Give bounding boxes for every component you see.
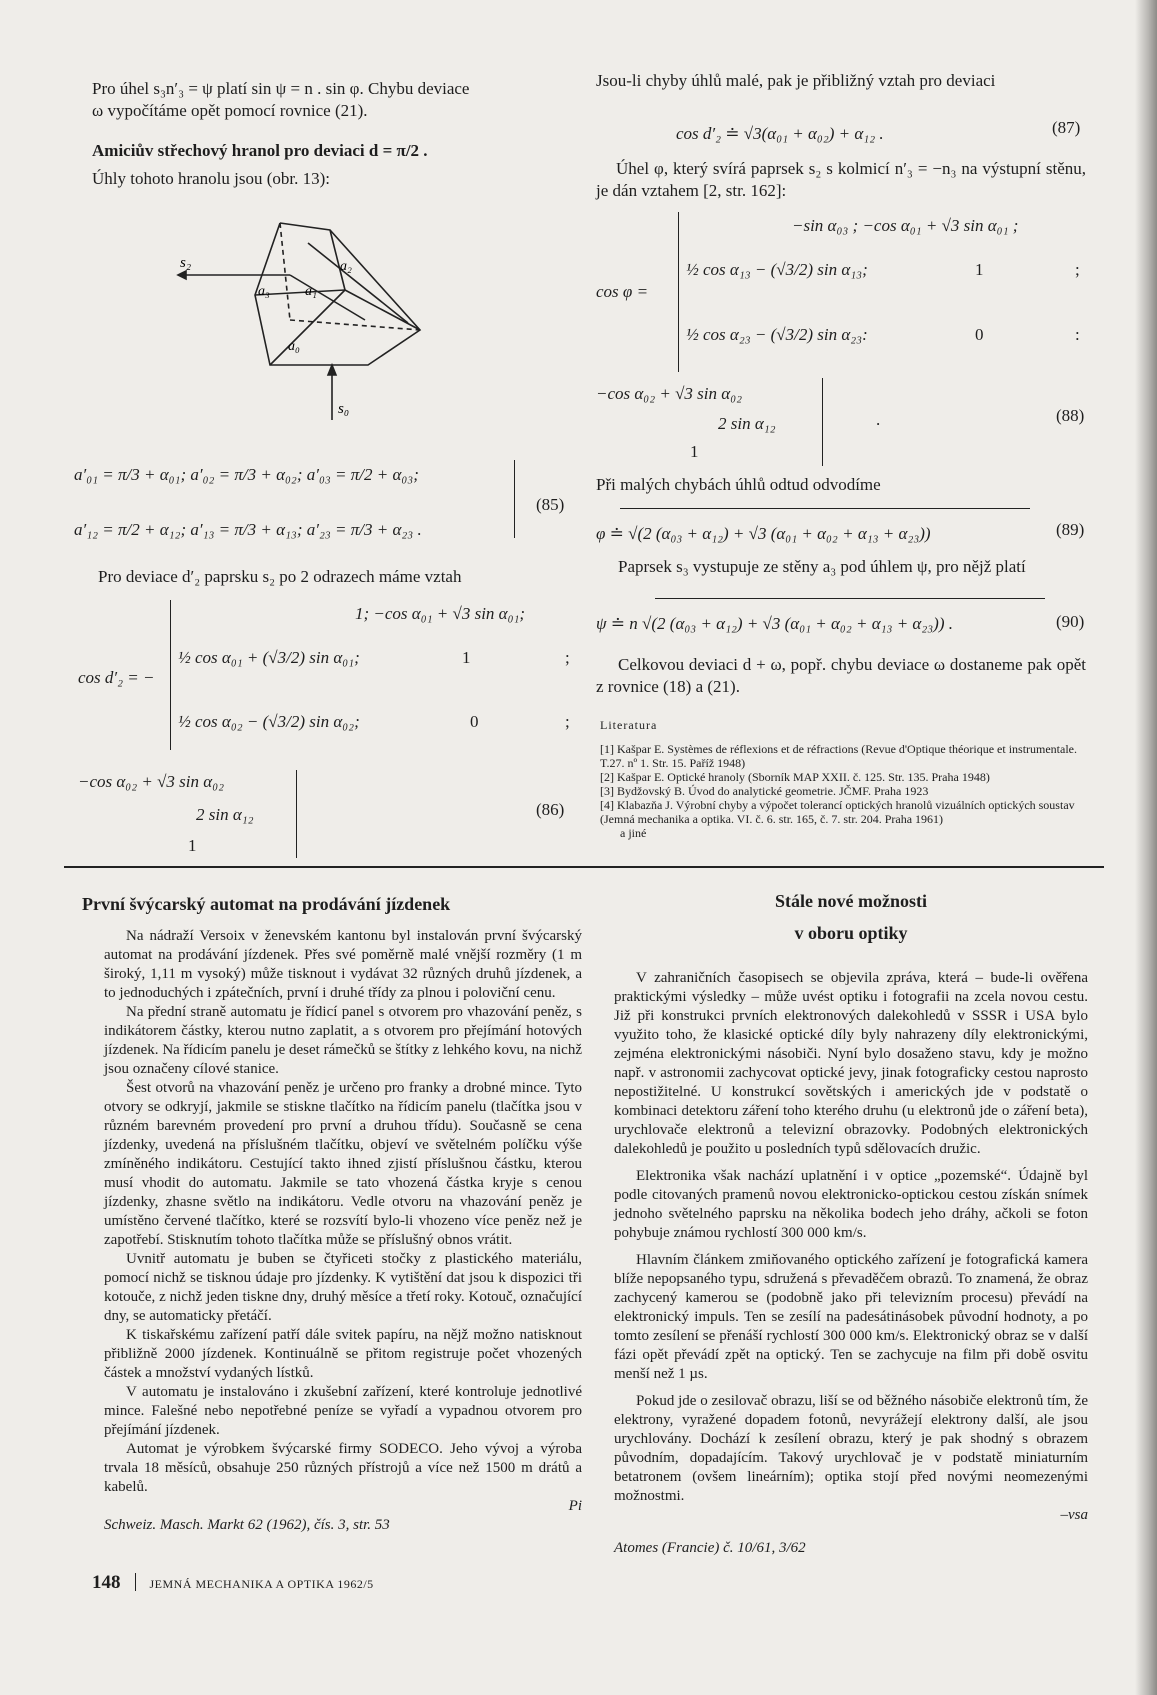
eq86-row6: 1 [188,836,197,855]
reference-etc: a jiné [620,826,647,840]
eq88-dot: . [876,410,881,429]
intro-line-2: ω vypočítáme opět pomocí rovnice (21). [92,101,368,120]
label-a1: a₁ [305,284,317,299]
article1-title: První švýcarský automat na prodávání jízdenek [82,894,451,914]
page-number: 148 [92,1572,121,1593]
right-intro: Jsou-li chyby úhlů malé, pak je přibližný vztah pro deviaci [596,71,996,90]
eq88-row6: 1 [690,442,699,461]
label-a0: a₀ [288,339,300,354]
article1-paragraph: Uvnitř automatu je buben se čtyřiceti stočky z plastického materiálu, pomocí nichž se tisknou údaje pro jízdenky. K vytištění dat jsou k dispozici tři kotouče, z nichž jeden tiskne dny, druhý měsíce a třetí roky. Kotouč, označující dny, se automaticky přetáčí. [104,1251,582,1324]
ray-arrow-icon [178,271,186,279]
eq86-row3b: 0 [470,712,479,731]
left-intro [92,78,570,190]
eq88-row3b: 0 [975,325,984,344]
journal-name: JEMNÁ MECHANIKA A OPTIKA 1962/5 [149,1577,374,1591]
label-s0: s₀ [338,401,350,417]
article1-paragraph: K tiskařskému zařízení patří dále svitek papíru, na nějž možno natisknout přibližně 2000 jízdenek. Kontinuálně se přitom registruje počet vhozených částek a množství vydaných lístků. [104,1327,582,1381]
article-optics [614,885,1088,1558]
eq88-row2c: ; [1075,260,1080,279]
article2-title-line2: v oboru optiky [794,923,908,943]
label-a3: a₃ [258,284,270,299]
article1-paragraph: Na nádraží Versoix v ženevském kantonu byl instalován první švýcarský automat na prodávání jízdenek. Přes své poměrně malé vnější rozměry (1 m široký, 1,11 m vysoký) může tisknout i vydávat 32 různých druhů jízdenek, a to jednoduchých i zpátečních, první i druhé třídy za plnou i poloviční cenu. [104,928,582,1001]
eq86-row2c: ; [565,648,570,667]
eq86-row1: 1; −cos α₀₁ + √3 sin α₀₁; [355,604,526,623]
eq88-row5: 2 sin α₁₂ [718,414,776,433]
reference-2: [2] Kašpar E. Optické hranoly (Sborník MAP XXII. č. 125. Str. 135. Praha 1948) [600,770,990,784]
article2-paragraph: V zahraničních časopisech se objevila zpráva, která – bude-li ověřena praktickými výsledky – může uvést optiku i fotografii na zcela novou cestu. Již při konstrukci prvních elektronových dalekohledů v SSSR i USA bylo využito toho, že klasické optické díly byly nahrazeny díly elektronickými, zejména elektronickými násobiči. Nyní bylo dosaženo stavu, kdy je možno např. v astronomii zachycovat optické jevy, jinak fotograficky cestou naprosto nepostižitelné. U konstrukcí sovětských i amerických jde v podstatě o kombinaci detektoru záření toho kterého druhu (u elektronů jde o záření beta), urychlovače elektronů a televizní obrazovky. Podobných elektronických dalekohledů je použito u posledních typů sdělovacích družic. [614,970,1088,1157]
eq85-row1: a′₀₁ = π/3 + α₀₁; a′₀₂ = π/3 + α₀₂; a′₀₃ = π/2 + α₀₃; [74,465,419,484]
eq86-row4: −cos α₀₂ + √3 sin α₀₂ [78,772,225,791]
eq90-number: (90) [1056,612,1085,631]
eq88-row3c: : [1075,325,1080,344]
eq87-number: (87) [1052,118,1081,137]
article-ticket-machine [82,893,582,1535]
reference-3: [3] Bydžovský B. Úvod do analytické geometrie. JČMF. Praha 1923 [600,784,929,798]
article1-paragraph: Šest otvorů na vhazování peněz je určeno pro franky a drobné mince. Tyto otvory se odkryjí, jakmile se stiskne tlačítko na řídicím panelu (tlačítka jsou v různém barevném provedení pro první a druhou třídu). Současně se cena jízdenky, uvedená na příslušném tlačítku, objeví ve světelném políčku výše zmíněného indikátoru. Cestující takto ihned zjistí příslušnou částku, kterou musí vhodit do automatu. Jakmile se tato vhozená částka kryje s cenou jízdenky, zhasne světlo na indikátoru. Vedle otvoru na vhazování peněz je umístěno červené tlačítko, které se rozsvítí bylo-li vhozeno více peněz než je zapotřebí. Stisknutím tohoto tlačítka může se příslušný obnos vrátit. [104,1080,582,1248]
eq89-number: (89) [1056,520,1085,539]
prism-figure [170,215,470,435]
section-divider [64,866,1104,868]
eq85-bracket [514,460,515,538]
eq89: φ ≐ √(2 (α₀₃ + α₁₂) + √3 (α₀₁ + α₀₂ + α₁₃ + α₂₃)) [596,524,931,543]
deviation-text: Pro deviace d′₂ paprsku s₂ po 2 odrazech máme vztah [98,567,462,586]
eq88-row2a: ½ cos α₁₃ − (√3/2) sin α₁₃; [686,260,868,279]
eq88-lhs: cos φ = [596,282,649,301]
reference-4: [4] Klabazňa J. Výrobní chyby a výpočet tolerancí optických hranolů vizuálních optických soustav (Jemná mechanika a optika. VI. č. 6. str. 165, č. 7. str. 204. Praha 1961) [600,798,1075,826]
eq86-row5: 2 sin α₁₂ [196,805,254,824]
label-s2: s₂ [180,255,192,271]
article1-source: Schweiz. Masch. Markt 62 (1962), čís. 3, str. 53 [104,1517,390,1533]
eq88-det-bar-right [822,378,823,466]
reference-1: [1] Kašpar E. Systèmes de réflexions et de réfractions (Revue d'Optique théorique et instrumentale. T.27. nº 1. Str. 15. Paříž 1948) [600,742,1078,770]
eq88-number: (88) [1056,406,1085,425]
eq88-row4: −cos α₀₂ + √3 sin α₀₂ [596,384,743,403]
article1-paragraph: Na přední straně automatu je řídicí panel s otvorem pro vhazování peněz, s indikátorem částky, kterou nutno zaplatit, a s otvorem pro přejímání hotových jízdenek. Na řídicím panelu je deset rámečků se štítky z lehkého kovu, na nichž jsou označeny cílové stanice. [104,1004,582,1077]
eq86-det-bar-right [296,770,297,858]
article1-paragraph: V automatu je instalováno i zkušební zařízení, které kontroluje jednotlivé mince. Falešné nebo nepotřebné peníze se vyřadí a vypadnou otvorem pro přejímání jízdenek. [104,1384,582,1438]
angles-intro: Úhly tohoto hranolu jsou (obr. 13): [92,169,330,188]
literature-title: Literatura [600,718,658,732]
article2-source: Atomes (Francie) č. 10/61, 3/62 [614,1540,806,1556]
total-deviation-text: Celkovou deviaci d + ω, popř. chybu deviace ω dostaneme pak opět z rovnice (18) a (21). [596,655,1086,696]
article2-signature: –vsa [1060,1507,1088,1523]
eq89-radical-bar [620,508,1030,509]
footer-separator [135,1573,136,1591]
article2-paragraph: Pokud jde o zesilovač obrazu, liší se od běžného násobiče elektronů tím, že elektrony, vyražené dopadem fotonů, nevyrážejí elektrony další, ale jsou urychlovány. Dochází k zesílení obrazu, který je pak shodný s obrazem původním, dopadajícím. Takový urychlovač je v podstatě miniaturním betatronem (ovšem lineárním); optika stojí před novými neomezenými možnostmi. [614,1393,1088,1504]
eq88-row3a: ½ cos α₂₃ − (√3/2) sin α₂₃: [686,325,868,344]
article1-signature: Pi [568,1498,582,1514]
section-heading: Amiciův střechový hranol pro deviaci d = π/2 . [92,141,428,160]
page-footer [92,1572,374,1594]
article2-title-line1: Stále nové možnosti [775,891,927,911]
eq88-row2b: 1 [975,260,984,279]
page-spine-shadow [1135,0,1157,1695]
eq86-number: (86) [536,800,565,819]
eq86-row2b: 1 [462,648,471,667]
eq86-row3a: ½ cos α₀₂ − (√3/2) sin α₀₂; [178,712,360,731]
literature [600,718,1088,840]
article2-paragraph: Hlavním článkem zmiňovaného optického zařízení je fotografická kamera blíže nepopsaného typu, sdružená s převaděčem obrazů. To znamená, že obraz zachycený kamerou se (podobně jako při televizním procesu) převádí na elektronický impuls. Ten se zesílí na padesátinásobek původní hodnoty, a po tomto zesílení se přenáší rychlostí 300 000 km/s. Elektronický obraz se v další fázi opět převádí zpět na optický. Ten se zachycuje na film při době osvitu menší než 1 µs. [614,1252,1088,1382]
eq87: cos d′₂ ≐ √3(α₀₁ + α₀₂) + α₁₂ . [676,124,884,143]
eq88-det-bar-left [678,212,679,372]
eq90: ψ ≐ n √(2 (α₀₃ + α₁₂) + √3 (α₀₁ + α₀₂ + α₁₃ + α₂₃)) . [596,614,953,633]
eq85-number: (85) [536,495,565,514]
angle-phi-text: Úhel φ, který svírá paprsek s₂ s kolmicí n′₃ = −n₃ na výstupní stěnu, je dán vztahem [2, str. 162]: [596,159,1086,200]
small-errors-text: Při malých chybách úhlů odtud odvodíme [596,475,881,494]
eq90-radical-bar [655,598,1045,599]
eq86-det-bar-left [170,600,171,750]
eq86-row3c: ; [565,712,570,731]
ray-s3-text: Paprsek s₃ vystupuje ze stěny a₃ pod úhlem ψ, pro nějž platí [618,557,1026,576]
eq86-lhs: cos d′₂ = − [78,668,155,687]
label-a2: a₂ [340,259,352,274]
eq85-row2: a′₁₂ = π/2 + α₁₂; a′₁₃ = π/3 + α₁₃; a′₂₃ = π/3 + α₂₃ . [74,520,422,539]
eq88-row1: −sin α₀₃ ; −cos α₀₁ + √3 sin α₀₁ ; [792,216,1019,235]
intro-line-1: Pro úhel s₃n′₃ = ψ platí sin ψ = n . sin φ. Chybu deviace [92,79,470,98]
eq86-row2a: ½ cos α₀₁ + (√3/2) sin α₀₁; [178,648,360,667]
article1-paragraph: Automat je výrobkem švýcarské firmy SODECO. Jeho vývoj a výroba trvala 18 měsíců, obsahuje 250 různých přístrojů a více než 1500 m drátů a kabelů. [104,1441,582,1495]
article2-paragraph: Elektronika však nachází uplatnění i v optice „pozemské“. Údajně byl podle citovaných pramenů novou elektronicko-optickou cestou získán snímek jednoho světelného paprsku na několika bodech jeho dráhy, ačkoli se foton pohybuje známou rychlostí 300 000 km/s. [614,1168,1088,1241]
